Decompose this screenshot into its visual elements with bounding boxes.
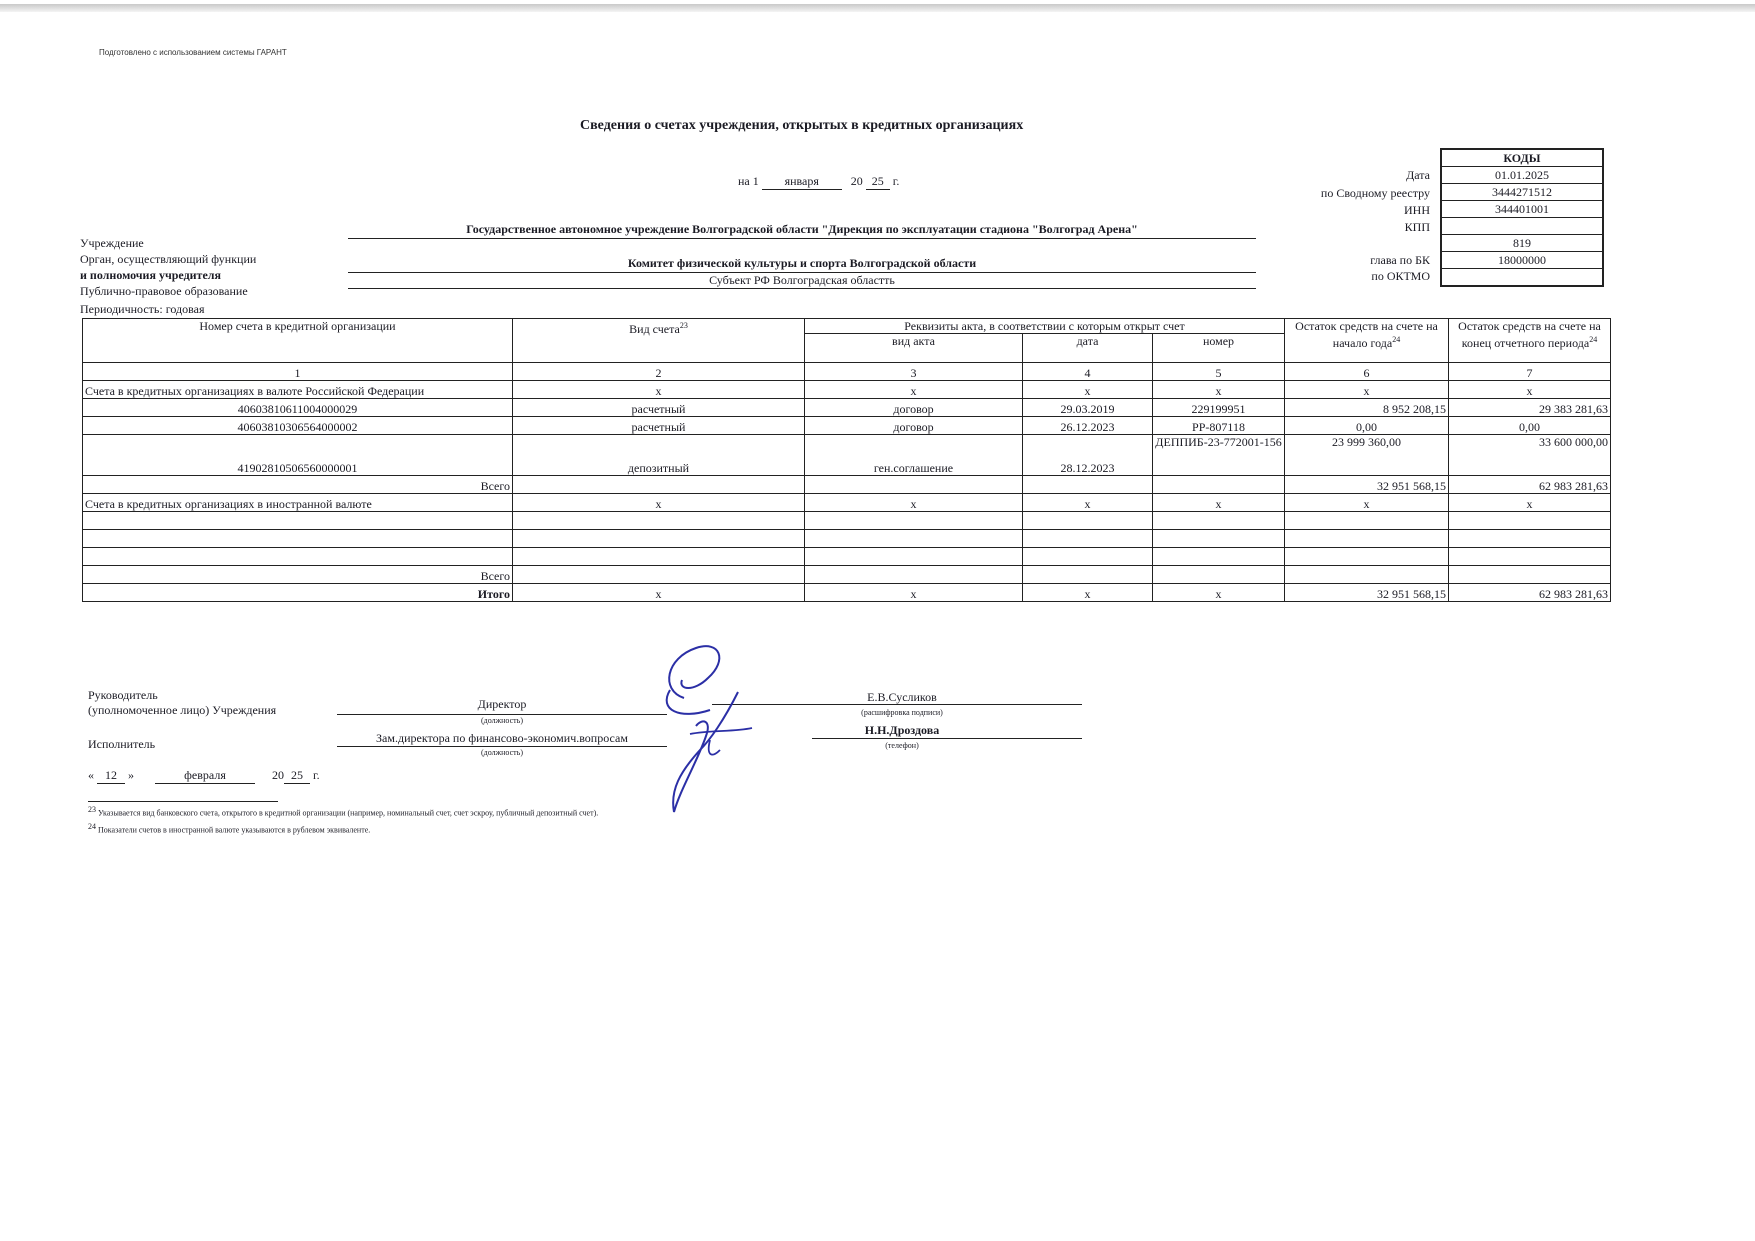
head-end-balance: Остаток средств на счете на конец отчетного периода$^{24}$ xyxy=(1449,319,1611,363)
head-account: Номер счета в кредитной организации xyxy=(83,319,513,363)
fx-section-label: Счета в кредитных организациях в иностранной валюте xyxy=(83,494,513,512)
founder-label-2: и полномочия учредителя xyxy=(80,268,222,282)
column-numbers-row: 1 2 3 4 5 6 7 xyxy=(83,363,1611,381)
head-name: Е.В.Сусликов xyxy=(867,690,937,704)
codes-header: КОДЫ xyxy=(1441,149,1603,167)
table-row xyxy=(83,512,1611,530)
code-oktmo xyxy=(1441,269,1603,287)
report-date xyxy=(738,174,899,190)
date-month: января xyxy=(762,174,842,190)
handwritten-signature xyxy=(640,640,770,820)
date-year: 25 xyxy=(866,174,890,190)
table-row xyxy=(83,548,1611,566)
founder-value: Комитет физической культуры и спорта Волгоградской области xyxy=(627,256,977,270)
footnote-separator xyxy=(88,801,278,802)
head-start-balance: Остаток средств на счете на начало года$^{24}$ xyxy=(1285,319,1449,363)
code-label-date: Дата xyxy=(1406,168,1430,182)
code-label-registry: по Сводному реестру xyxy=(1320,186,1430,200)
code-label-oktmo: по ОКТМО xyxy=(1371,269,1430,283)
executor-name: Н.Н.Дроздова xyxy=(864,723,940,737)
table-row: 40603810306564000002 расчетный договор 26.12.2023 РР-807118 0,00 0,00 xyxy=(83,417,1611,435)
footnote-24: $^{24}$ Показатели счетов в иностранной валюте указываются в рублевом эквиваленте. xyxy=(88,822,371,835)
code-label-inn: ИНН xyxy=(1404,203,1430,217)
fx-section-row: Счета в кредитных организациях в иностранной валюте x x x x x x xyxy=(83,494,1611,512)
phone-caption: (телефон) xyxy=(885,741,919,750)
code-date: 01.01.2025 xyxy=(1441,167,1603,184)
codes-box xyxy=(1440,148,1604,287)
code-label-bk: глава по БК xyxy=(1370,253,1430,267)
head-act-number: номер xyxy=(1153,334,1285,363)
code-bk: 18000000 xyxy=(1441,252,1603,269)
founder-label-1: Орган, осуществляющий функции xyxy=(80,252,257,266)
public-entity-value: Субъект РФ Волгоградская областть xyxy=(709,273,895,287)
head-act: Реквизиты акта, в соответствии с которым открыт счет xyxy=(805,319,1285,334)
rub-total-row: Всего 32 951 568,15 62 983 281,63 xyxy=(83,476,1611,494)
head-position: Директор xyxy=(477,697,527,711)
executor-position: Зам.директора по финансово-экономич.вопросам xyxy=(376,731,628,745)
head-label-1: Руководитель xyxy=(88,688,158,702)
periodicity: Периодичность: годовая xyxy=(80,302,205,316)
institution-label: Учреждение xyxy=(80,236,144,250)
head-act-date: дата xyxy=(1023,334,1153,363)
executor-position-caption: (должность) xyxy=(481,748,523,757)
scan-top-edge xyxy=(0,4,1755,12)
institution-value: Государственное автономное учреждение Волгоградской области "Дирекция по эксплуатации стадиона "Волгоград Арена" xyxy=(466,222,1138,236)
rub-section-label: Счета в кредитных организациях в валюте Российской Федерации xyxy=(83,381,513,399)
code-label-kpp: КПП xyxy=(1404,220,1430,234)
head-type: Вид счета$^{23}$ xyxy=(513,319,805,363)
fx-total-row: Всего xyxy=(83,566,1611,584)
grand-total-row: Итого x x x x 32 951 568,15 62 983 281,63 xyxy=(83,584,1611,602)
position-caption: (должность) xyxy=(481,716,523,725)
date-suffix: г. xyxy=(892,174,900,188)
public-entity-label: Публично-правовое образование xyxy=(80,284,248,298)
table-row: 41902810506560000001 депозитный ген.соглашение 28.12.2023 ДЕППИБ-23-772001-156 23 999 360,00 33 600 000,00 xyxy=(83,435,1611,476)
document-title: Сведения о счетах учреждения, открытых в кредитных организациях xyxy=(580,118,1024,133)
head-label-2: (уполномоченное лицо) Учреждения xyxy=(88,703,277,717)
date-year-prefix: 20 xyxy=(850,174,863,188)
date-prefix: на 1 xyxy=(738,174,759,188)
code-kpp xyxy=(1441,218,1603,235)
table-row: 40603810611004000029 расчетный договор 29.03.2019 229199951 8 952 208,15 29 383 281,63 xyxy=(83,399,1611,417)
executor-label: Исполнитель xyxy=(88,737,156,751)
accounts-table xyxy=(82,318,1611,602)
code-inn: 344401001 xyxy=(1441,201,1603,218)
code-819: 819 xyxy=(1441,235,1603,252)
head-act-kind: вид акта xyxy=(805,334,1023,363)
table-row xyxy=(83,530,1611,548)
name-caption: (расшифровка подписи) xyxy=(861,708,943,717)
code-registry: 3444271512 xyxy=(1441,184,1603,201)
prepared-note: Подготовлено с использованием системы ГАРАНТ xyxy=(99,48,287,57)
rub-section-row: Счета в кредитных организациях в валюте Российской Федерации x x x x x x xyxy=(83,381,1611,399)
footnote-23: $^{23}$ Указывается вид банковского счета, открытого в кредитной организации (например, номинальный счет, счет эскроу, публичный депозитный счет). xyxy=(88,805,599,818)
signature-date: « 12 » февраля 20 25 г. xyxy=(88,768,320,782)
